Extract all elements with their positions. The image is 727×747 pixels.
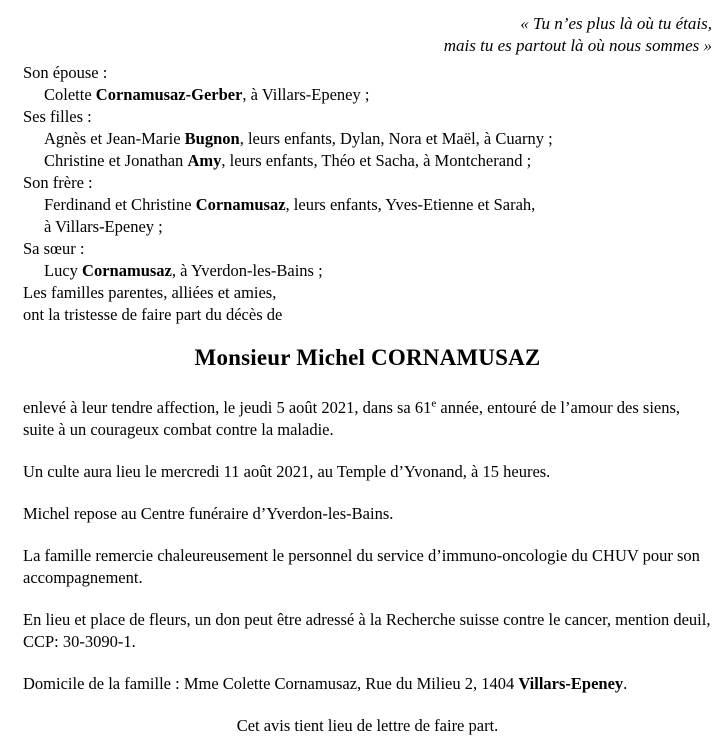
text-segment: Agnès et Jean-Marie [44,129,185,148]
text-segment: , à Yverdon-les-Bains ; [171,261,323,280]
text-segment: , leurs enfants, Dylan, Nora et Maël, à Cuarny ; [239,129,553,148]
notice-paragraph [23,503,712,525]
text-segment: La famille remercie chaleureusement le personnel du service d’immuno-oncologie du CHUV pour son accompagnement. [23,546,700,587]
text-segment: Son épouse : [23,63,108,82]
family-lines-container [23,62,712,326]
text-segment: Michel repose au Centre funéraire d’Yverdon-les-Bains. [23,504,394,523]
text-segment: Les familles parentes, alliées et amies, [23,283,277,302]
family-line [23,216,712,238]
family-line [23,238,712,260]
text-segment: Colette [44,85,96,104]
notice-paragraph [23,673,712,695]
family-line [23,194,712,216]
paragraphs-container [23,397,712,737]
text-segment: Sa sœur : [23,239,85,258]
notice-paragraph [23,461,712,483]
family-line [23,128,712,150]
notice-paragraph [23,397,712,441]
family-line [23,260,712,282]
text-segment: , leurs enfants, Théo et Sacha, à Montcherand ; [221,151,532,170]
family-line [23,282,712,304]
text-segment: Cet avis tient lieu de lettre de faire part. [236,716,499,735]
notice-paragraph [23,609,712,653]
text-segment: Christine et Jonathan [44,151,188,170]
text-segment: Ses filles : [23,107,92,126]
epitaph-quote-line-2: mais tu es partout là où nous sommes » [443,36,712,55]
family-line [23,84,712,106]
family-line [23,172,712,194]
epitaph-quote [23,13,712,57]
text-segment: , à Villars-Epeney ; [242,85,370,104]
text-segment: Son frère : [23,173,93,192]
text-segment: ont la tristesse de faire part du décès de [23,305,283,324]
text-segment: Lucy [44,261,83,280]
bold-text-segment: Cornamusaz [195,195,286,214]
notice-paragraph [23,545,712,589]
text-segment: à Villars-Epeney ; [44,217,163,236]
bold-text-segment: Cornamusaz [82,261,172,280]
text-segment: enlevé à leur tendre affection, le jeudi 5 août 2021, dans sa 61 [23,398,432,417]
family-line [23,62,712,84]
family-line [23,106,712,128]
text-segment: En lieu et place de fleurs, un don peut être adressé à la Recherche suisse contre le cancer, mention deuil, CCP: 30-3090-1. [23,610,711,651]
bold-text-segment: Cornamusaz-Gerber [95,85,243,104]
text-segment: Un culte aura lieu le mercredi 11 août 2021, au Temple d’Yvonand, à 15 heures. [23,462,551,481]
text-segment: Ferdinand et Christine [44,195,196,214]
bold-text-segment: Amy [187,151,222,170]
bold-text-segment: Villars-Epeney [518,674,624,693]
closing-line [23,715,712,737]
bold-text-segment: Bugnon [184,129,240,148]
text-segment: , leurs enfants, Yves-Etienne et Sarah, [285,195,536,214]
text-segment: année, entouré de l’amour des siens, suite à un courageux combat contre la maladie. [23,398,681,439]
epitaph-quote-line-1: « Tu n’es plus là où tu étais, [520,14,712,33]
superscript-text-segment: e [431,397,437,410]
text-segment: . [623,674,628,693]
family-line [23,150,712,172]
text-segment: Domicile de la famille : Mme Colette Cornamusaz, Rue du Milieu 2, 1404 [23,674,519,693]
family-line [23,304,712,326]
deceased-name-title: Monsieur Michel CORNAMUSAZ [194,345,541,370]
